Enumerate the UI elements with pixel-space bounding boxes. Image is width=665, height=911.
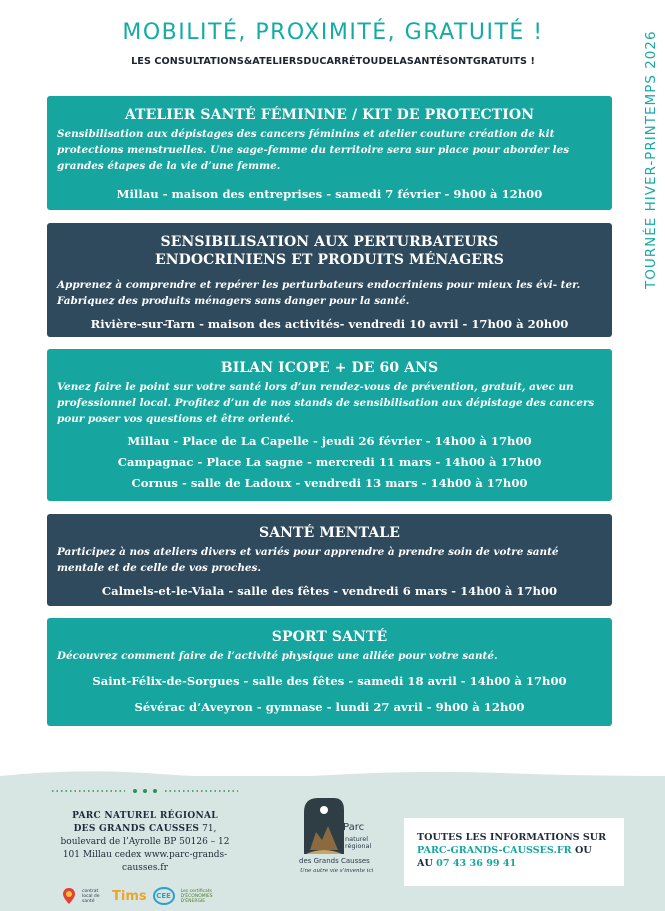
event-card-endocrine-disruptors xyxy=(47,223,612,337)
event-card-sport-health xyxy=(47,618,612,726)
card-description: Apprenez à comprendre et repérer les perturbateurs endocriniens pour mieux les évi- ter. Fabriquez des produits ménagers sans danger pour la santé. xyxy=(57,279,581,307)
park-logo-parc: Parc xyxy=(343,822,365,833)
event-line: Campagnac - Place La sagne - mercredi 11 mars - 14h00 à 17h00 xyxy=(117,455,542,469)
card-description: Découvrez comment faire de l’activité physique une alliée pour votre santé. xyxy=(57,650,498,662)
partner-logos xyxy=(62,884,232,908)
park-logo-tagline: Une autre vie s’invente ici xyxy=(300,868,374,874)
info-line1: TOUTES LES INFORMATIONS SUR xyxy=(417,832,607,843)
park-logo-grands-causses: des Grands Causses xyxy=(299,857,370,865)
info-au: AU xyxy=(417,858,433,869)
card-description: Participez à nos ateliers divers et variés pour apprendre à prendre soin de votre santé mentale et de celle de vos proches. xyxy=(57,546,559,574)
card-title: ATELIER SANTÉ FÉMININE / KIT DE PROTECTION xyxy=(124,107,535,123)
location-pin-icon xyxy=(62,887,76,905)
info-phone-link[interactable]: 07 43 36 99 41 xyxy=(436,858,517,869)
tims-logo: Tims xyxy=(112,888,147,904)
event-card-feminine-health xyxy=(47,96,612,210)
card-title: SPORT SANTÉ xyxy=(271,629,388,645)
park-logo-naturel-regional: naturel régional xyxy=(345,835,372,850)
event-card-icope xyxy=(47,349,612,501)
contrat-local-sante-logo: contrat local de santé xyxy=(82,888,100,904)
side-label: TOURNÉE HIVER-PRINTEMPS 2026 xyxy=(643,30,659,289)
cee-logo-text: Les certificats D'ÉCONOMIES D'ÉNERGIE xyxy=(180,888,213,904)
info-url-link[interactable]: PARC-GRANDS-CAUSSES.FR xyxy=(417,845,572,856)
card-title: SANTÉ MENTALE xyxy=(258,525,401,541)
event-card-mental-health xyxy=(47,514,612,606)
info-or: OU xyxy=(574,845,592,856)
card-title: SENSIBILISATION AUX PERTURBATEURS ENDOCRINIENS ET PRODUITS MÉNAGERS xyxy=(154,234,505,268)
org-name-line2: DES GRANDS CAUSSES xyxy=(73,824,200,834)
event-line: Calmels-et-le-Viala - salle des fêtes - vendredi 6 mars - 14h00 à 17h00 xyxy=(101,584,558,598)
org-name-line1: PARC NATUREL RÉGIONAL xyxy=(72,811,218,821)
address-text: 71, boulevard de l’Ayrolle BP 50126 – 12 101 Millau cedex www.parc-grands-causses.fr xyxy=(60,824,230,873)
card-title: BILAN ICOPE + DE 60 ANS xyxy=(220,360,439,376)
dotted-divider xyxy=(50,786,240,796)
card-description: Venez faire le point sur votre santé lors d’un rendez-vous de prévention, gratuit, avec un professionnel local. Profitez d’un de nos stands de sensibilisation aux dépistage des cancers pour poser vos questions et être orienté. xyxy=(57,381,595,425)
event-line: Rivière-sur-Tarn - maison des activités- vendredi 10 avril - 17h00 à 20h00 xyxy=(90,317,569,331)
event-line: Cornus - salle de Ladoux - vendredi 13 mars - 14h00 à 17h00 xyxy=(131,476,528,490)
event-line: Saint-Félix-de-Sorgues - salle des fêtes - samedi 18 avril - 14h00 à 17h00 xyxy=(92,674,567,688)
cee-logo: CEE xyxy=(153,887,175,905)
address-block xyxy=(60,810,230,875)
event-line: Millau - maison des entreprises - samedi 7 février - 9h00 à 12h00 xyxy=(116,187,543,201)
card-description: Sensibilisation aux dépistages des cancers féminins et atelier couture création de kit protections menstruelles. Une sage-femme du territoire sera sur place pour aborder les grandes étapes de la vie d’une femme. xyxy=(57,128,570,172)
event-line: Millau - Place de La Capelle - jeudi 26 février - 14h00 à 17h00 xyxy=(127,434,532,448)
event-line: Sévérac d’Aveyron - gymnase - lundi 27 avril - 9h00 à 12h00 xyxy=(134,700,525,714)
page-title: MOBILITÉ, PROXIMITÉ, GRATUITÉ ! xyxy=(122,20,544,45)
page-subtitle: LES CONSULTATIONS&ATELIERSDUCARRÉTOUDELASANTÉSONTGRATUITS ! xyxy=(131,56,535,67)
info-box xyxy=(404,818,624,886)
